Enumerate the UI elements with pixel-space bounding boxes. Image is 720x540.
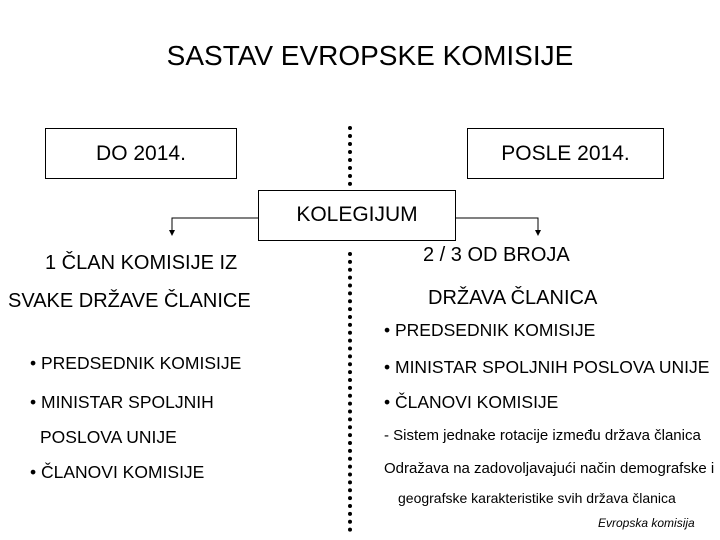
right-bullet-1: • PREDSEDNIK KOMISIJE (384, 320, 596, 340)
left-heading-2: SVAKE DRŽAVE ČLANICE (8, 290, 251, 312)
right-note-1: - Sistem jednake rotacije između država članica (384, 427, 701, 444)
left-bullet-1: • PREDSEDNIK KOMISIJE (30, 353, 242, 373)
left-bullet-3: POSLOVA UNIJE (40, 427, 177, 447)
right-bullet-2: • MINISTAR SPOLJNIH POSLOVA UNIJE (384, 357, 710, 377)
left-bullet-2: • MINISTAR SPOLJNIH (30, 392, 214, 412)
before-2014-label: DO 2014. (96, 141, 186, 165)
after-2014-label: POSLE 2014. (501, 141, 630, 165)
page-title: SASTAV EVROPSKE KOMISIJE (166, 40, 574, 71)
right-note-2: Odražava na zadovoljavajući način demografske i (384, 460, 715, 477)
college-box (258, 190, 456, 241)
right-heading-2: DRŽAVA ČLANICA (428, 287, 598, 309)
left-heading-1: 1 ČLAN KOMISIJE IZ (45, 252, 238, 274)
right-bullet-3: • ČLANOVI KOMISIJE (384, 392, 559, 412)
college-label: KOLEGIJUM (296, 203, 418, 226)
left-bullet-4: • ČLANOVI KOMISIJE (30, 462, 205, 482)
footer-source: Evropska komisija (598, 516, 695, 530)
right-heading-1: 2 / 3 OD BROJA (423, 244, 570, 266)
right-note-3: geografske karakteristike svih država članica (398, 490, 676, 506)
